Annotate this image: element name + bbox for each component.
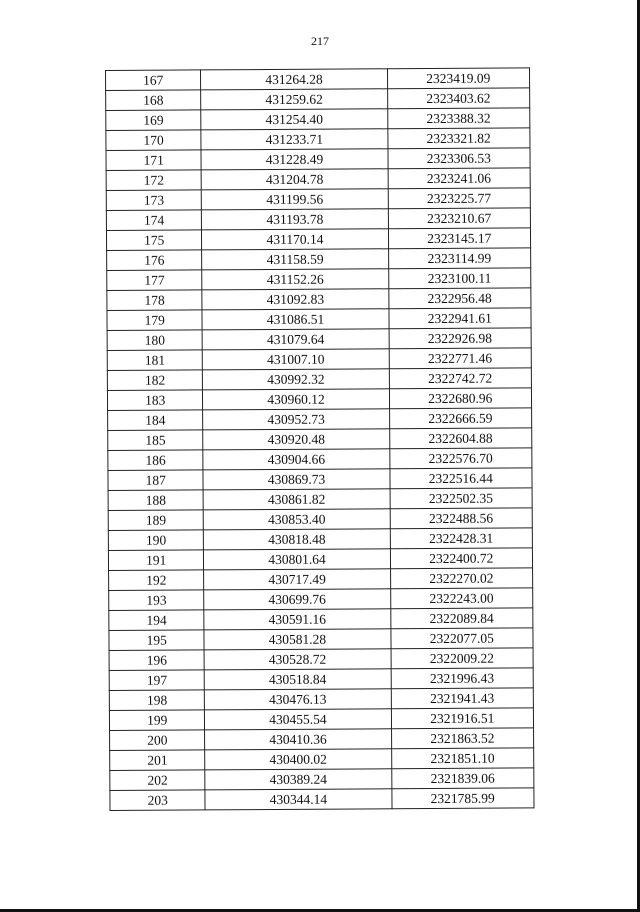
point-number-cell: 188	[108, 490, 204, 511]
y-coordinate-cell: 2322516.44	[389, 468, 532, 489]
point-number-cell: 176	[107, 250, 203, 271]
point-number-cell: 199	[109, 710, 205, 731]
x-coordinate-cell: 431079.64	[203, 329, 389, 350]
table-row	[108, 448, 532, 471]
y-coordinate-cell: 2322089.84	[390, 608, 533, 629]
point-number-cell: 202	[110, 770, 206, 791]
table-row	[109, 708, 533, 731]
table-row	[108, 468, 532, 491]
y-coordinate-cell: 2323100.11	[388, 268, 531, 289]
y-coordinate-cell: 2322666.59	[389, 408, 532, 429]
table-row	[108, 428, 532, 451]
table-row	[107, 388, 531, 411]
y-coordinate-cell: 2321839.06	[391, 768, 534, 789]
x-coordinate-cell: 430952.73	[203, 409, 389, 430]
point-number-cell: 183	[107, 390, 203, 411]
point-number-cell: 177	[107, 270, 203, 291]
point-number-cell: 179	[107, 310, 203, 331]
point-number-cell: 200	[110, 730, 206, 751]
x-coordinate-cell: 430528.72	[204, 649, 390, 670]
page-number: 217	[311, 34, 329, 48]
x-coordinate-cell: 431199.56	[202, 189, 388, 210]
y-coordinate-cell: 2323403.62	[387, 88, 530, 109]
x-coordinate-cell: 430581.28	[204, 629, 390, 650]
x-coordinate-cell: 430344.14	[205, 789, 391, 810]
table-row	[107, 348, 531, 371]
y-coordinate-cell: 2322009.22	[391, 648, 534, 669]
y-coordinate-cell: 2322270.02	[390, 568, 533, 589]
table-row	[109, 648, 533, 671]
x-coordinate-cell: 430717.49	[204, 569, 390, 590]
table-row	[106, 168, 530, 191]
point-number-cell: 171	[106, 150, 202, 171]
x-coordinate-cell: 430861.82	[204, 489, 390, 510]
point-number-cell: 195	[109, 630, 205, 651]
point-number-cell: 167	[106, 70, 202, 91]
point-number-cell: 190	[108, 530, 204, 551]
x-coordinate-cell: 430869.73	[203, 469, 389, 490]
table-row	[106, 88, 530, 111]
table-row	[109, 568, 533, 591]
x-coordinate-cell: 431264.28	[201, 69, 387, 90]
y-coordinate-cell: 2323225.77	[388, 188, 531, 209]
x-coordinate-cell: 430699.76	[204, 589, 390, 610]
point-number-cell: 170	[106, 130, 202, 151]
point-number-cell: 172	[106, 170, 202, 191]
table-row	[107, 248, 531, 271]
point-number-cell: 180	[107, 330, 203, 351]
x-coordinate-cell: 431086.51	[202, 309, 388, 330]
x-coordinate-cell: 430853.40	[204, 509, 390, 530]
y-coordinate-cell: 2322243.00	[390, 588, 533, 609]
x-coordinate-cell: 430801.64	[204, 549, 390, 570]
point-number-cell: 197	[109, 670, 205, 691]
table-row	[107, 368, 531, 391]
table-row	[108, 528, 532, 551]
table-row	[106, 108, 530, 131]
table-row	[106, 208, 530, 231]
x-coordinate-cell: 430389.24	[205, 769, 391, 790]
table-row	[106, 188, 530, 211]
y-coordinate-cell: 2322502.35	[390, 488, 533, 509]
point-number-cell: 192	[109, 570, 205, 591]
table-row	[106, 68, 530, 91]
y-coordinate-cell: 2323241.06	[388, 168, 531, 189]
table-row	[106, 228, 530, 251]
table-row	[110, 788, 534, 811]
table-row	[106, 148, 530, 171]
y-coordinate-cell: 2322400.72	[390, 548, 533, 569]
coordinates-table-body	[106, 68, 535, 811]
point-number-cell: 182	[107, 370, 203, 391]
x-coordinate-cell: 431228.49	[201, 149, 387, 170]
x-coordinate-cell: 430518.84	[205, 669, 391, 690]
table-row	[107, 308, 531, 331]
x-coordinate-cell: 431233.71	[201, 129, 387, 150]
y-coordinate-cell: 2322680.96	[389, 388, 532, 409]
point-number-cell: 174	[106, 210, 202, 231]
point-number-cell: 187	[108, 470, 204, 491]
y-coordinate-cell: 2323145.17	[388, 228, 531, 249]
point-number-cell: 175	[106, 230, 202, 251]
point-number-cell: 173	[106, 190, 202, 211]
y-coordinate-cell: 2323419.09	[387, 68, 530, 89]
y-coordinate-cell: 2322576.70	[389, 448, 532, 469]
point-number-cell: 185	[108, 430, 204, 451]
point-number-cell: 203	[110, 790, 206, 811]
table-row	[108, 548, 532, 571]
x-coordinate-cell: 431152.26	[202, 269, 388, 290]
table-row	[107, 288, 531, 311]
point-number-cell: 178	[107, 290, 203, 311]
x-coordinate-cell: 431007.10	[203, 349, 389, 370]
x-coordinate-cell: 431193.78	[202, 209, 388, 230]
table-row	[109, 628, 533, 651]
x-coordinate-cell: 431259.62	[201, 89, 387, 110]
y-coordinate-cell: 2323306.53	[388, 148, 531, 169]
y-coordinate-cell: 2321851.10	[391, 748, 534, 769]
y-coordinate-cell: 2322488.56	[390, 508, 533, 529]
x-coordinate-cell: 430920.48	[203, 429, 389, 450]
y-coordinate-cell: 2321916.51	[391, 708, 534, 729]
point-number-cell: 181	[107, 350, 203, 371]
point-number-cell: 168	[106, 90, 202, 111]
y-coordinate-cell: 2322604.88	[389, 428, 532, 449]
y-coordinate-cell: 2322956.48	[388, 288, 531, 309]
table-row	[107, 268, 531, 291]
point-number-cell: 196	[109, 650, 205, 671]
table-row	[107, 328, 531, 351]
table-row	[110, 728, 534, 751]
table-row	[109, 608, 533, 631]
point-number-cell: 194	[109, 610, 205, 631]
x-coordinate-cell: 430410.36	[205, 729, 391, 750]
table-row	[110, 768, 534, 791]
x-coordinate-cell: 430992.32	[203, 369, 389, 390]
x-coordinate-cell: 430476.13	[205, 689, 391, 710]
y-coordinate-cell: 2323114.99	[388, 248, 531, 269]
y-coordinate-cell: 2323388.32	[387, 108, 530, 129]
table-row	[110, 748, 534, 771]
y-coordinate-cell: 2321941.43	[391, 688, 534, 709]
y-coordinate-cell: 2322771.46	[389, 348, 532, 369]
y-coordinate-cell: 2321863.52	[391, 728, 534, 749]
y-coordinate-cell: 2322428.31	[390, 528, 533, 549]
point-number-cell: 184	[108, 410, 204, 431]
y-coordinate-cell: 2322742.72	[389, 368, 532, 389]
table-row	[106, 128, 530, 151]
y-coordinate-cell: 2323210.67	[388, 208, 531, 229]
x-coordinate-cell: 430591.16	[204, 609, 390, 630]
x-coordinate-cell: 431204.78	[202, 169, 388, 190]
x-coordinate-cell: 430960.12	[203, 389, 389, 410]
x-coordinate-cell: 430904.66	[203, 449, 389, 470]
y-coordinate-cell: 2321785.99	[391, 788, 534, 809]
point-number-cell: 201	[110, 750, 206, 771]
y-coordinate-cell: 2322077.05	[390, 628, 533, 649]
y-coordinate-cell: 2322941.61	[388, 308, 531, 329]
coordinates-table	[105, 67, 535, 811]
y-coordinate-cell: 2321996.43	[391, 668, 534, 689]
table-row	[108, 408, 532, 431]
table-row	[109, 668, 533, 691]
point-number-cell: 193	[109, 590, 205, 611]
table-row	[108, 508, 532, 531]
point-number-cell: 198	[109, 690, 205, 711]
x-coordinate-cell: 431092.83	[202, 289, 388, 310]
y-coordinate-cell: 2322926.98	[389, 328, 532, 349]
x-coordinate-cell: 430818.48	[204, 529, 390, 550]
x-coordinate-cell: 431254.40	[201, 109, 387, 130]
table-row	[109, 688, 533, 711]
x-coordinate-cell: 430455.54	[205, 709, 391, 730]
table-row	[109, 588, 533, 611]
point-number-cell: 189	[108, 510, 204, 531]
x-coordinate-cell: 431170.14	[202, 229, 388, 250]
table-row	[108, 488, 532, 511]
point-number-cell: 169	[106, 110, 202, 131]
point-number-cell: 186	[108, 450, 204, 471]
y-coordinate-cell: 2323321.82	[387, 128, 530, 149]
point-number-cell: 191	[108, 550, 204, 571]
x-coordinate-cell: 431158.59	[202, 249, 388, 270]
x-coordinate-cell: 430400.02	[205, 749, 391, 770]
